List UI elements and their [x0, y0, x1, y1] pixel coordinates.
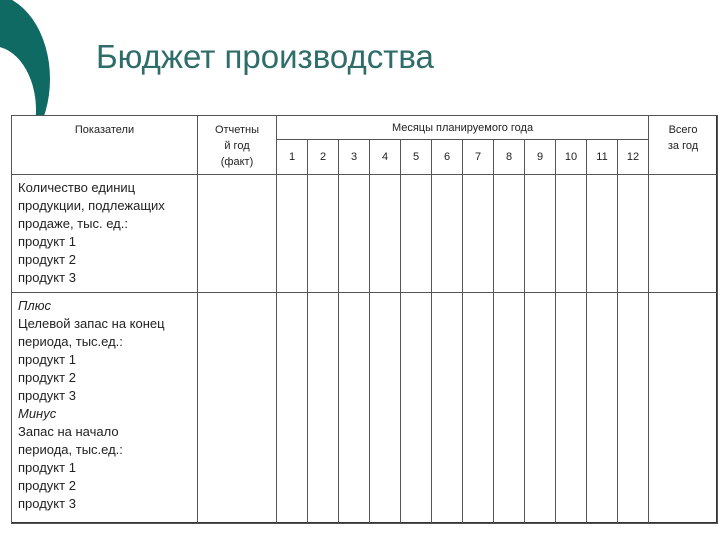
table-cell [401, 175, 432, 293]
row-label-line: продукт 3 [18, 496, 76, 511]
table-cell [308, 175, 339, 293]
month-header: 3 [339, 140, 370, 175]
header-total [649, 116, 718, 175]
header-total-line: Всего [668, 124, 698, 136]
month-header: 10 [556, 140, 587, 175]
table-cell [432, 293, 463, 524]
slide-title: Бюджет производства [96, 38, 434, 75]
row-label-line: продукт 3 [18, 388, 76, 403]
row-label-line: продукт 2 [18, 252, 76, 267]
month-header: 1 [277, 140, 308, 175]
header-reported-year-line: (факт) [220, 156, 254, 168]
table-cell [277, 175, 308, 293]
row-label-line: продаже, тыс. ед.: [18, 216, 128, 231]
table-cell [339, 293, 370, 524]
table-cell [432, 175, 463, 293]
table-cell [618, 293, 649, 524]
month-header: 4 [370, 140, 401, 175]
row-label-sales-quantity [12, 175, 198, 293]
table-cell [618, 175, 649, 293]
header-reported-year-line: й год [224, 140, 250, 152]
table-cell [198, 175, 277, 293]
table-cell [370, 175, 401, 293]
table-cell [587, 293, 618, 524]
row-label-line: периода, тыс.ед.: [18, 442, 123, 457]
month-header: 11 [587, 140, 618, 175]
table-cell [339, 175, 370, 293]
table-row [12, 293, 718, 524]
row-label-line: Запас на начало [18, 424, 119, 439]
production-budget-table [11, 115, 718, 524]
header-months-title-label: Месяцы планируемого года [391, 122, 534, 134]
header-indicators [12, 116, 198, 175]
header-row-top [12, 116, 718, 140]
month-header: 9 [525, 140, 556, 175]
month-header: 8 [494, 140, 525, 175]
row-label-line: продукт 2 [18, 370, 76, 385]
table-row [12, 175, 718, 293]
row-label-inventory [12, 293, 198, 524]
header-months-title [277, 116, 649, 140]
month-header: 5 [401, 140, 432, 175]
header-reported-year-line: Отчетны [214, 124, 260, 136]
table-cell [308, 293, 339, 524]
month-header: 2 [308, 140, 339, 175]
table-cell [494, 175, 525, 293]
row-label-line: продукт 1 [18, 352, 76, 367]
table-cell [463, 293, 494, 524]
table-cell [525, 175, 556, 293]
table-cell [649, 293, 718, 524]
row-label-line: Целевой запас на конец [18, 316, 165, 331]
row-label-line: Минус [18, 406, 57, 421]
table-cell [649, 175, 718, 293]
row-label-line: Плюс [18, 298, 52, 313]
month-header: 12 [618, 140, 649, 175]
table-cell [525, 293, 556, 524]
table-cell [587, 175, 618, 293]
table-cell [277, 293, 308, 524]
month-header: 7 [463, 140, 494, 175]
table-cell [401, 293, 432, 524]
row-label-line: продукт 3 [18, 270, 76, 285]
table-cell [198, 293, 277, 524]
table-cell [556, 175, 587, 293]
row-label-line: продукт 1 [18, 460, 76, 475]
month-header: 6 [432, 140, 463, 175]
table-cell [463, 175, 494, 293]
table-cell [494, 293, 525, 524]
row-label-line: продукт 1 [18, 234, 76, 249]
header-indicators-label: Показатели [74, 124, 135, 136]
row-label-line: продукт 2 [18, 478, 76, 493]
table-cell [556, 293, 587, 524]
row-label-line: Количество единиц [18, 180, 136, 195]
row-label-line: периода, тыс.ед.: [18, 334, 123, 349]
table-cell [370, 293, 401, 524]
header-total-line: за год [667, 140, 699, 152]
header-reported-year [198, 116, 277, 175]
row-label-line: продукции, подлежащих [18, 198, 165, 213]
